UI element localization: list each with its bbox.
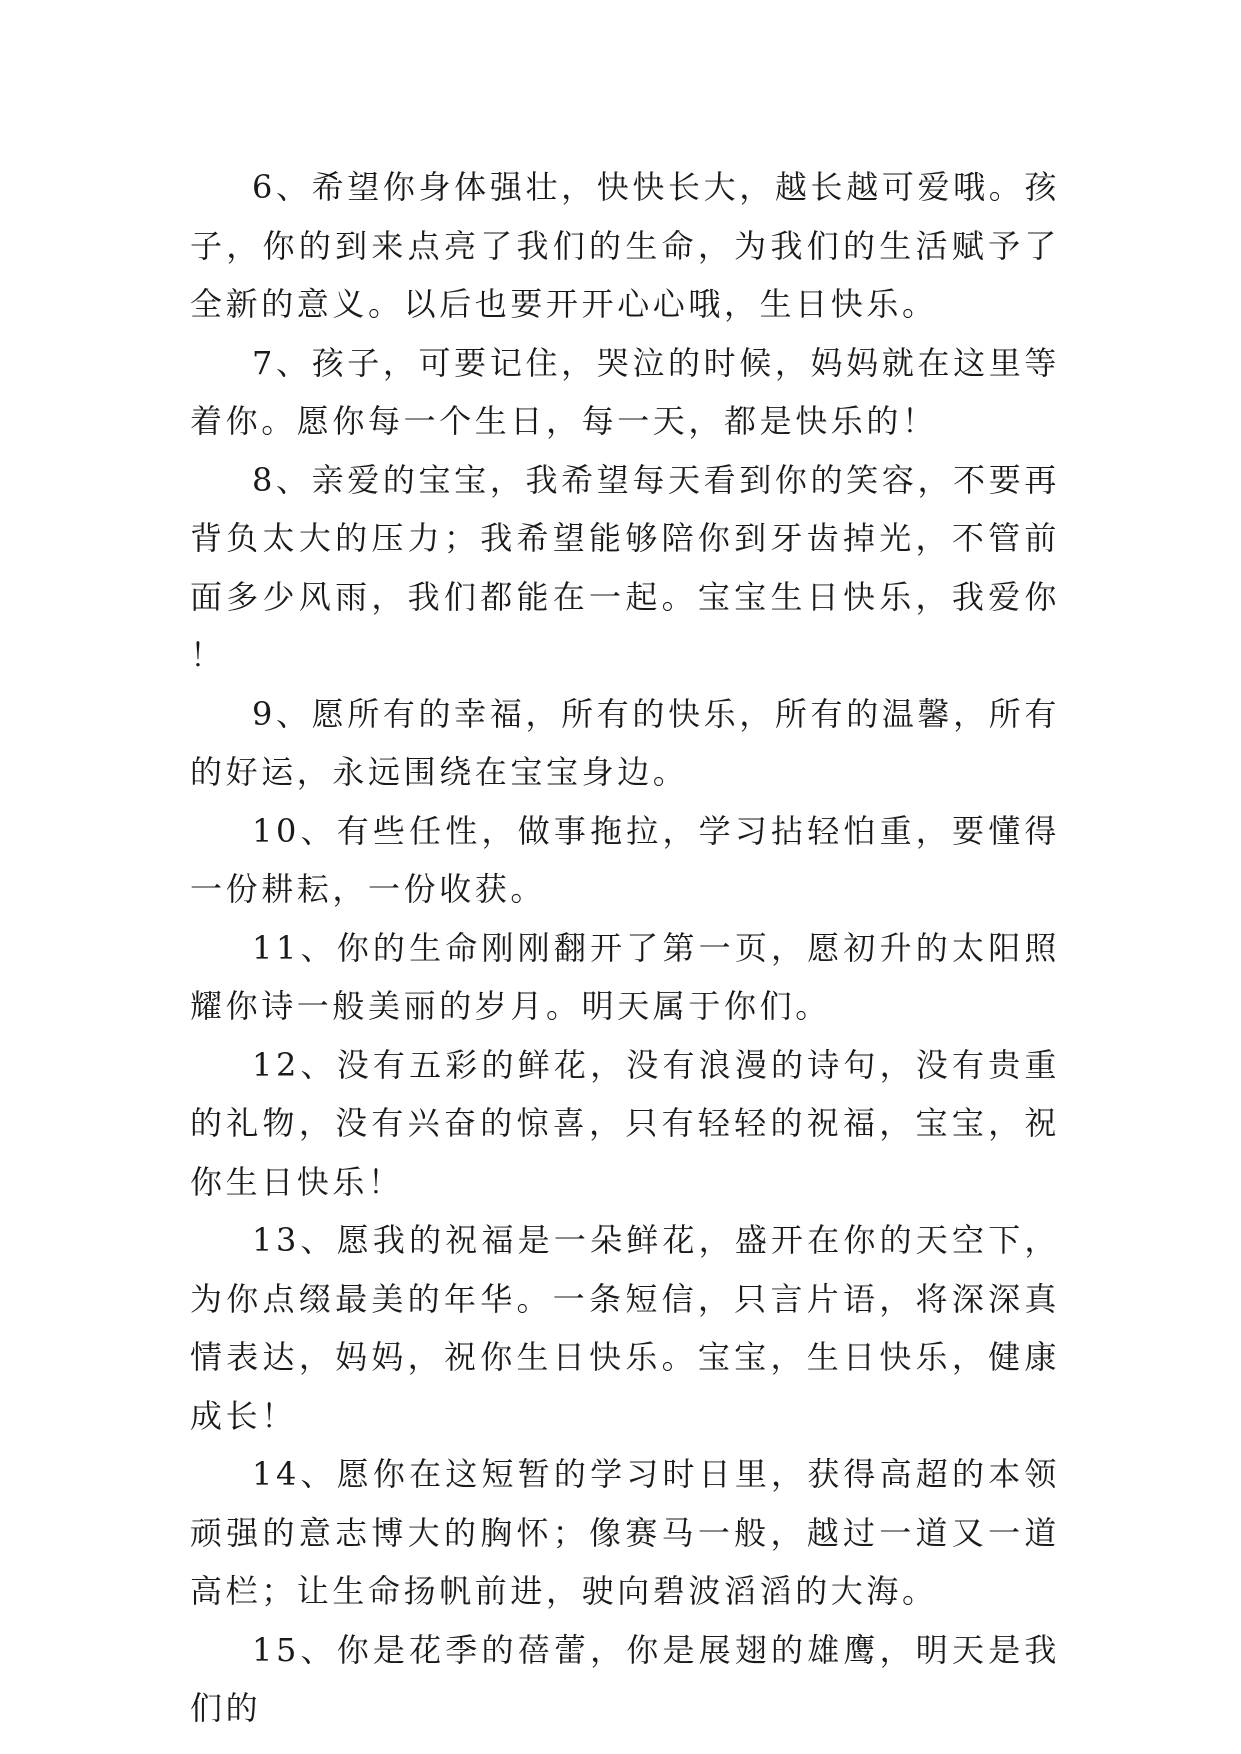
- paragraph-11: 11、你的生命刚刚翻开了第一页，愿初升的太阳照耀你诗一般美丽的岁月。明天属于你们。: [190, 928, 1060, 1025]
- paragraph-12: 12、没有五彩的鲜花，没有浪漫的诗句，没有贵重的礼物，没有兴奋的惊喜，只有轻轻的祝福，宝宝，祝你生日快乐！: [190, 1045, 1060, 1201]
- paragraph-7: 7、孩子，可要记住，哭泣的时候，妈妈就在这里等着你。愿你每一个生日，每一天，都是快乐的！: [190, 343, 1060, 440]
- paragraph-6: 6、希望你身体强壮，快快长大，越长越可爱哦。孩子，你的到来点亮了我们的生命，为我们的生活赋予了全新的意义。以后也要开开心心哦，生日快乐。: [190, 168, 1060, 323]
- document-body: [190, 158, 1060, 1738]
- paragraph-9: 9、愿所有的幸福，所有的快乐，所有的温馨，所有的好运，永远围绕在宝宝身边。: [190, 694, 1060, 791]
- paragraph-13: 13、愿我的祝福是一朵鲜花，盛开在你的天空下，为你点缀最美的年华。一条短信，只言片语，将深深真情表达，妈妈，祝你生日快乐。宝宝，生日快乐，健康成长！: [190, 1221, 1060, 1435]
- paragraph-15: 15、你是花季的蓓蕾，你是展翅的雄鹰，明天是我们的: [190, 1630, 1060, 1727]
- paragraph-14: 14、愿你在这短暂的学习时日里，获得高超的本领顽强的意志博大的胸怀；像赛马一般，越过一道又一道高栏；让生命扬帆前进，驶向碧波滔滔的大海。: [190, 1455, 1060, 1610]
- paragraph-10: 10、有些任性，做事拖拉，学习拈轻怕重，要懂得一份耕耘，一份收获。: [190, 811, 1060, 908]
- paragraph-8: 8、亲爱的宝宝，我希望每天看到你的笑容，不要再背负太大的压力；我希望能够陪你到牙齿掉光，不管前面多少风雨，我们都能在一起。宝宝生日快乐，我爱你！: [190, 460, 1060, 674]
